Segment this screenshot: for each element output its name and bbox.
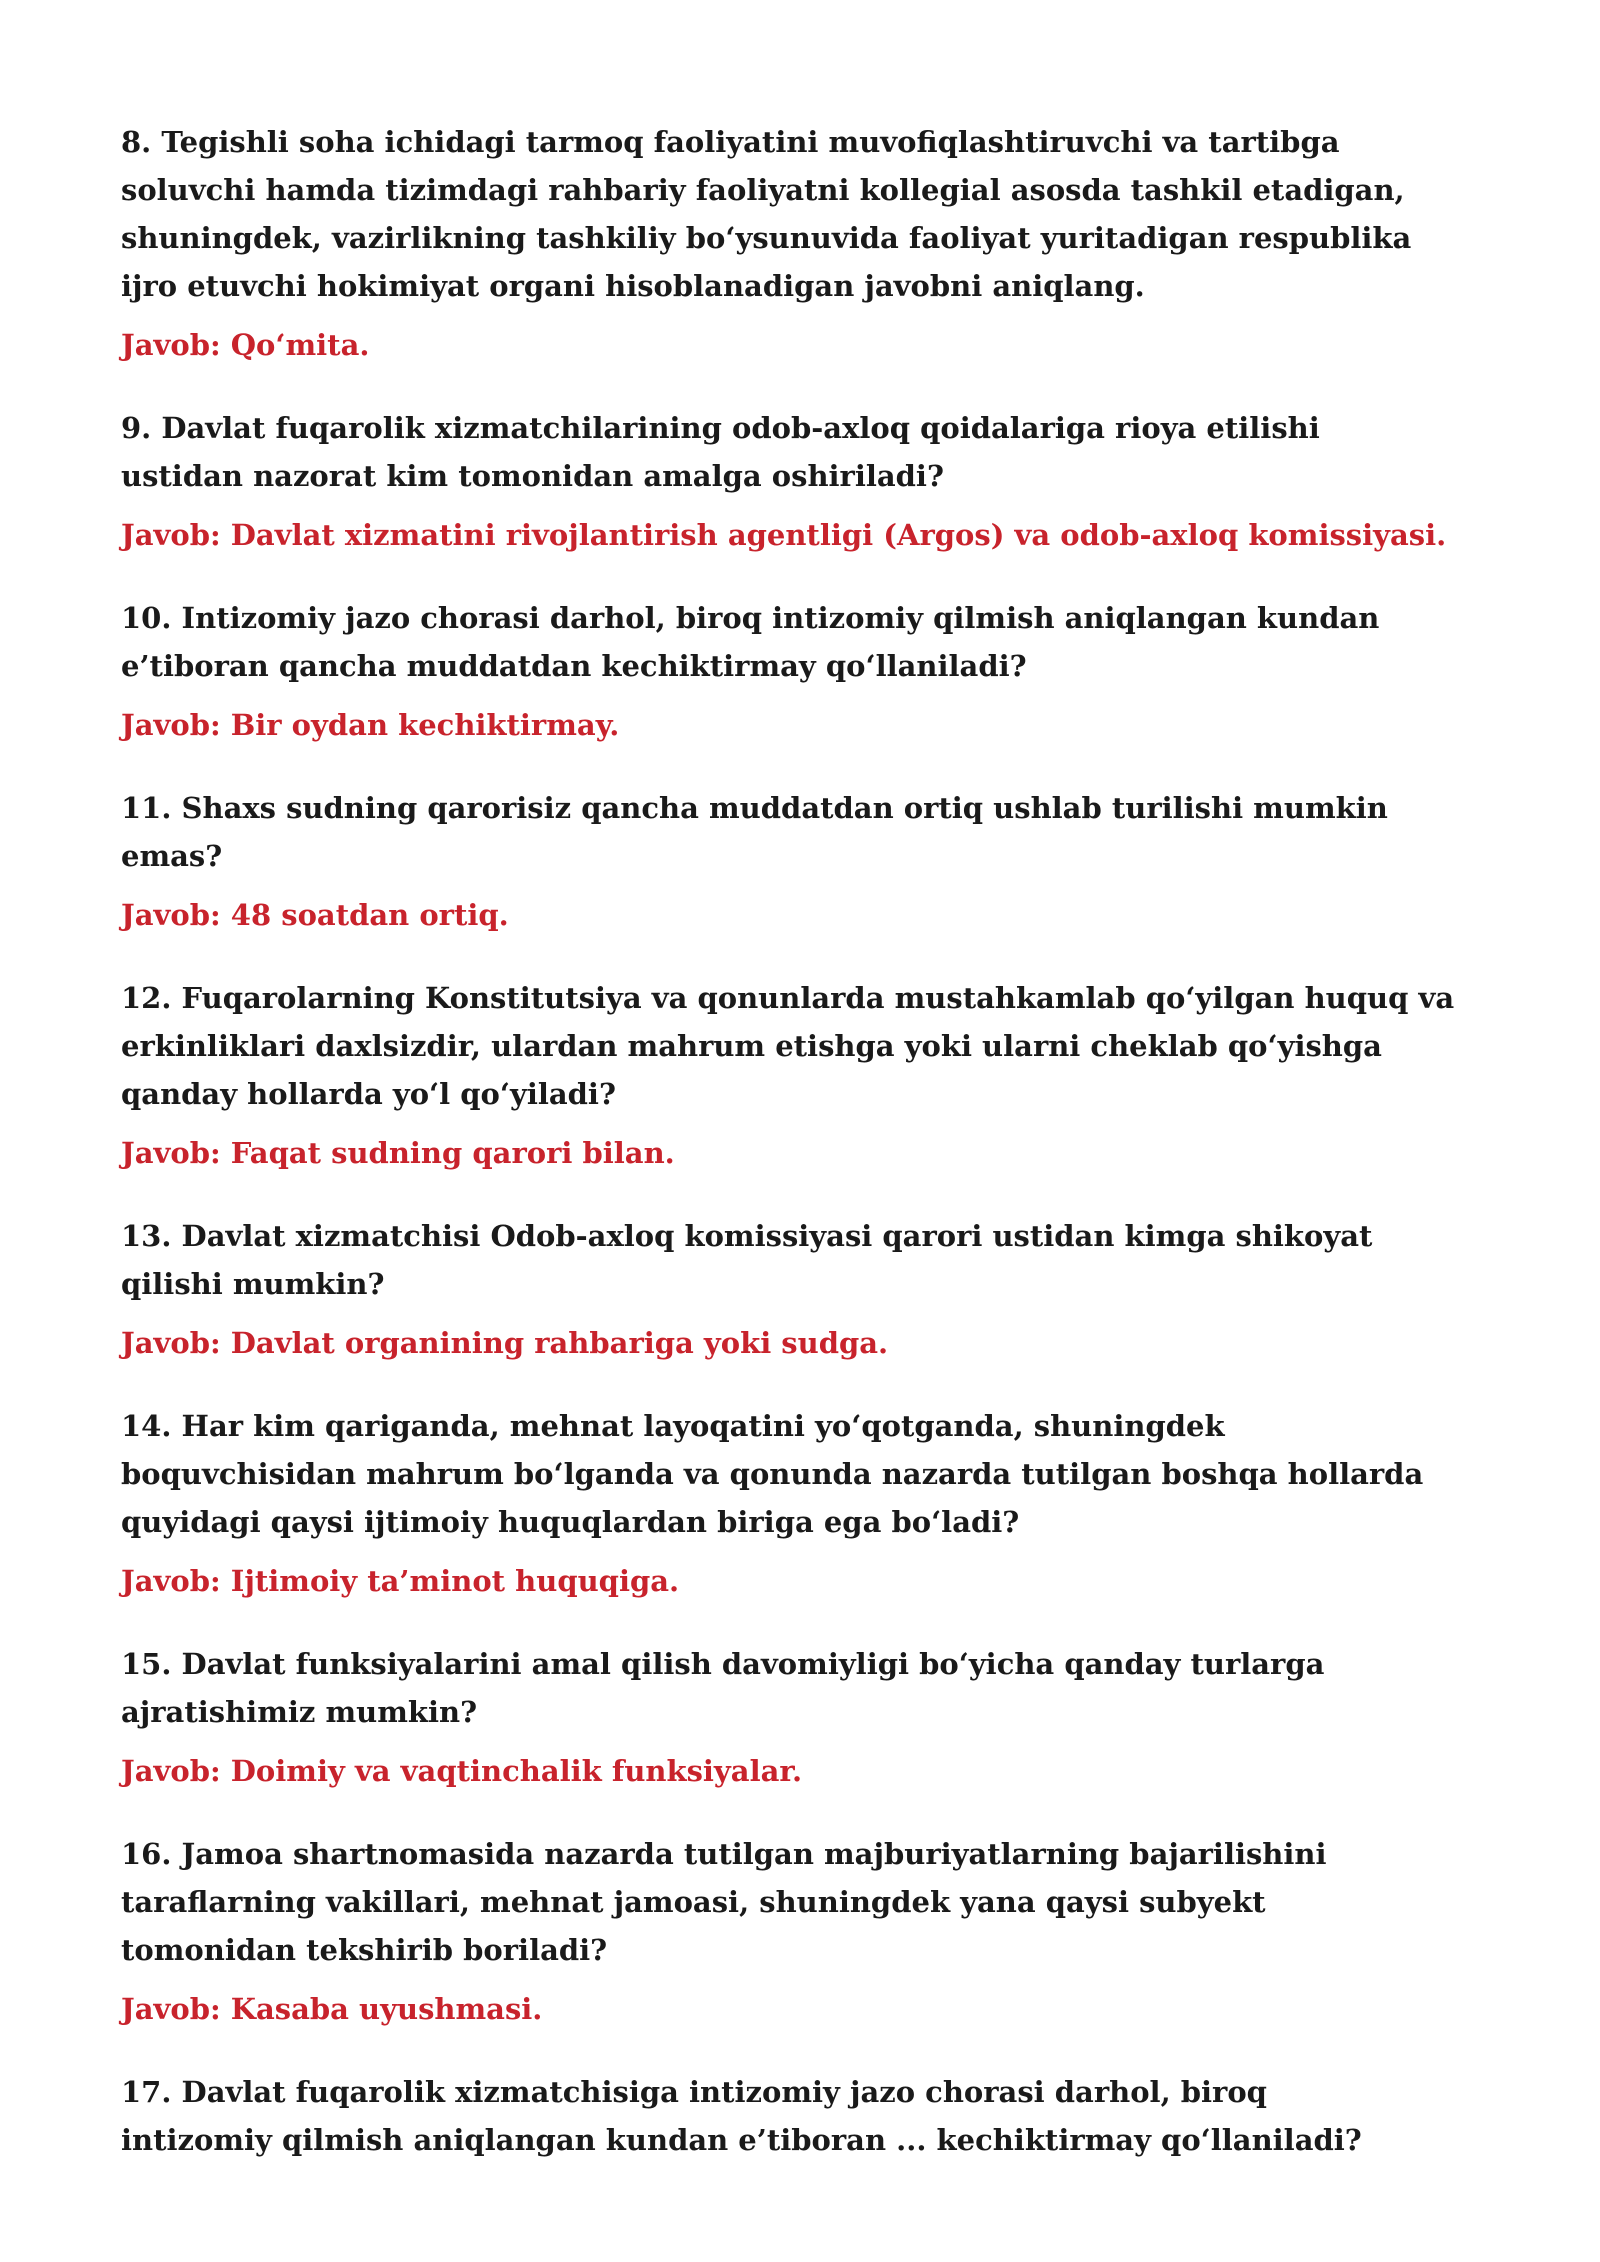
answer-text: Javob: Bir oydan kechiktirmay. [121,708,620,742]
qa-item-12 [121,974,1481,1177]
question-text: 14. Har kim qariganda, mehnat layoqatini yo‘qotganda, shuningdek boquvchisidan mahrum bo‘lganda va qonunda nazarda tutilgan boshqa hollarda quyidagi qaysi ijtimoiy huquqlardan biriga ega bo‘ladi? [121,1409,1424,1539]
question-text: 12. Fuqarolarning Konstitutsiya va qonunlarda mustahkamlab qo‘yilgan huquq va erkinliklari daxlsizdir, ulardan mahrum etishga yoki ularni cheklab qo‘yishga qanday hollarda yo‘l qo‘yiladi? [121,981,1455,1111]
qa-item-17 [121,2068,1481,2164]
answer-text: Javob: Davlat xizmatini rivojlantirish agentligi (Argos) va odob-axloq komissiyasi. [121,518,1447,552]
answer-text: Javob: Kasaba uyushmasi. [121,1992,543,2026]
question-text: 16. Jamoa shartnomasida nazarda tutilgan majburiyatlarning bajarilishini taraflarning vakillari, mehnat jamoasi, shuningdek yana qaysi subyekt tomonidan tekshirib boriladi? [121,1837,1327,1967]
question-text: 13. Davlat xizmatchisi Odob-axloq komissiyasi qarori ustidan kimga shikoyat qilishi mumkin? [121,1219,1373,1301]
answer-text: Javob: Davlat organining rahbariga yoki sudga. [121,1326,889,1360]
qa-item-8 [121,118,1481,369]
qa-item-13 [121,1212,1481,1367]
question-text: 11. Shaxs sudning qarorisiz qancha muddatdan ortiq ushlab turilishi mumkin emas? [121,791,1388,873]
qa-item-10 [121,594,1481,749]
qa-item-16 [121,1830,1481,2033]
answer-text: Javob: 48 soatdan ortiq. [121,898,509,932]
question-text: 17. Davlat fuqarolik xizmatchisiga intizomiy jazo chorasi darhol, biroq intizomiy qilmish aniqlangan kundan e’tiboran ... kechiktirmay qo‘llaniladi? [121,2075,1362,2157]
answer-text: Javob: Qo‘mita. [121,328,370,362]
question-text: 10. Intizomiy jazo chorasi darhol, biroq intizomiy qilmish aniqlangan kundan e’tiboran qancha muddatdan kechiktirmay qo‘llaniladi? [121,601,1380,683]
answer-text: Javob: Ijtimoiy ta’minot huquqiga. [121,1564,680,1598]
answer-text: Javob: Doimiy va vaqtinchalik funksiyalar. [121,1754,803,1788]
qa-item-15 [121,1640,1481,1795]
answer-text: Javob: Faqat sudning qarori bilan. [121,1136,675,1170]
question-text: 15. Davlat funksiyalarini amal qilish davomiyligi bo‘yicha qanday turlarga ajratishimiz mumkin? [121,1647,1325,1729]
document-page [121,118,1481,2164]
qa-item-14 [121,1402,1481,1605]
question-text: 8. Tegishli soha ichidagi tarmoq faoliyatini muvofiqlashtiruvchi va tartibga soluvchi hamda tizimdagi rahbariy faoliyatni kollegial asosda tashkil etadigan, shuningdek, vazirlikning tashkiliy bo‘ysunuvida faoliyat yuritadigan respublika ijro etuvchi hokimiyat organi hisoblanadigan javobni aniqlang. [121,125,1412,303]
qa-item-11 [121,784,1481,939]
qa-item-9 [121,404,1481,559]
question-text: 9. Davlat fuqarolik xizmatchilarining odob-axloq qoidalariga rioya etilishi ustidan nazorat kim tomonidan amalga oshiriladi? [121,411,1320,493]
